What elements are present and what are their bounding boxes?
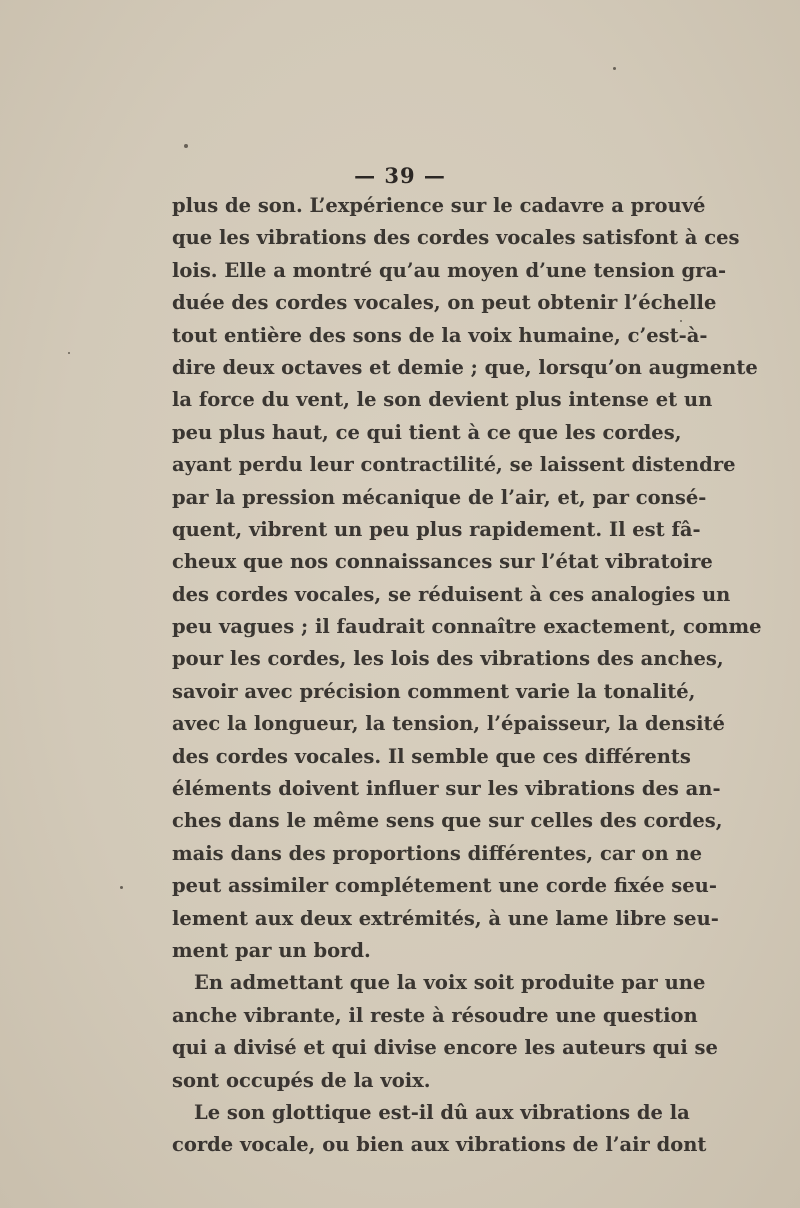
text-line: ayant perdu leur contractilité, se laissent distendre: [172, 453, 736, 477]
text-line: anche vibrante, il reste à résoudre une question: [172, 1003, 698, 1027]
text-line: plus de son. L’expérience sur le cadavre a prouvé: [172, 194, 706, 217]
text-line: peu vagues ; il faudrait connaître exactement, comme: [172, 615, 762, 639]
text-line: duée des cordes vocales, on peut obtenir l’échelle: [172, 291, 717, 315]
text-line: tout entière des sons de la voix humaine, c’est-à-: [172, 323, 708, 347]
text-line: la force du vent, le son devient plus intense et un: [172, 388, 713, 412]
text-line: savoir avec précision comment varie la tonalité,: [172, 679, 696, 703]
text-line: qui a divisé et qui divise encore les auteurs qui se: [172, 1036, 718, 1060]
text-line: dire deux octaves et demie ; que, lorsqu’on augmente: [172, 355, 758, 379]
text-line: par la pression mécanique de l’air, et, par consé-: [172, 485, 707, 509]
paper-speck: [120, 886, 123, 889]
paper-speck: [613, 67, 616, 70]
text-line: mais dans des proportions différentes, car on ne: [172, 841, 703, 865]
text-line: avec la longueur, la tension, l’épaisseur, la densité: [172, 712, 725, 736]
paper-speck: [68, 352, 70, 354]
text-line: quent, vibrent un peu plus rapidement. Il est fâ-: [172, 517, 701, 541]
text-line: des cordes vocales. Il semble que ces différents: [172, 744, 691, 768]
paper-speck: [680, 320, 682, 322]
text-line: En admettant que la voix soit produite par une: [194, 971, 706, 995]
page-number: — 39 —: [354, 163, 446, 188]
paper-speck: [184, 144, 188, 148]
body-text: [172, 190, 762, 1162]
text-line: ment par un bord.: [172, 938, 371, 962]
text-line: lois. Elle a montré qu’au moyen d’une tension gra-: [172, 258, 727, 282]
text-line: éléments doivent influer sur les vibrations des an-: [172, 777, 721, 801]
text-line: peut assimiler complétement une corde fixée seu-: [172, 874, 717, 898]
text-line: pour les cordes, les lois des vibrations des anches,: [172, 647, 724, 671]
text-line: des cordes vocales, se réduisent à ces analogies un: [172, 582, 731, 606]
text-line: sont occupés de la voix.: [172, 1068, 431, 1092]
text-line: corde vocale, ou bien aux vibrations de l’air dont: [172, 1133, 707, 1157]
text-line: ches dans le même sens que sur celles des cordes,: [172, 809, 723, 833]
text-line: cheux que nos connaissances sur l’état vibratoire: [172, 550, 713, 574]
text-line: peu plus haut, ce qui tient à ce que les cordes,: [172, 420, 682, 444]
text-line: Le son glottique est-il dû aux vibrations de la: [194, 1100, 690, 1124]
text-line: lement aux deux extrémités, à une lame libre seu-: [172, 906, 719, 930]
text-line: que les vibrations des cordes vocales satisfont à ces: [172, 226, 740, 250]
